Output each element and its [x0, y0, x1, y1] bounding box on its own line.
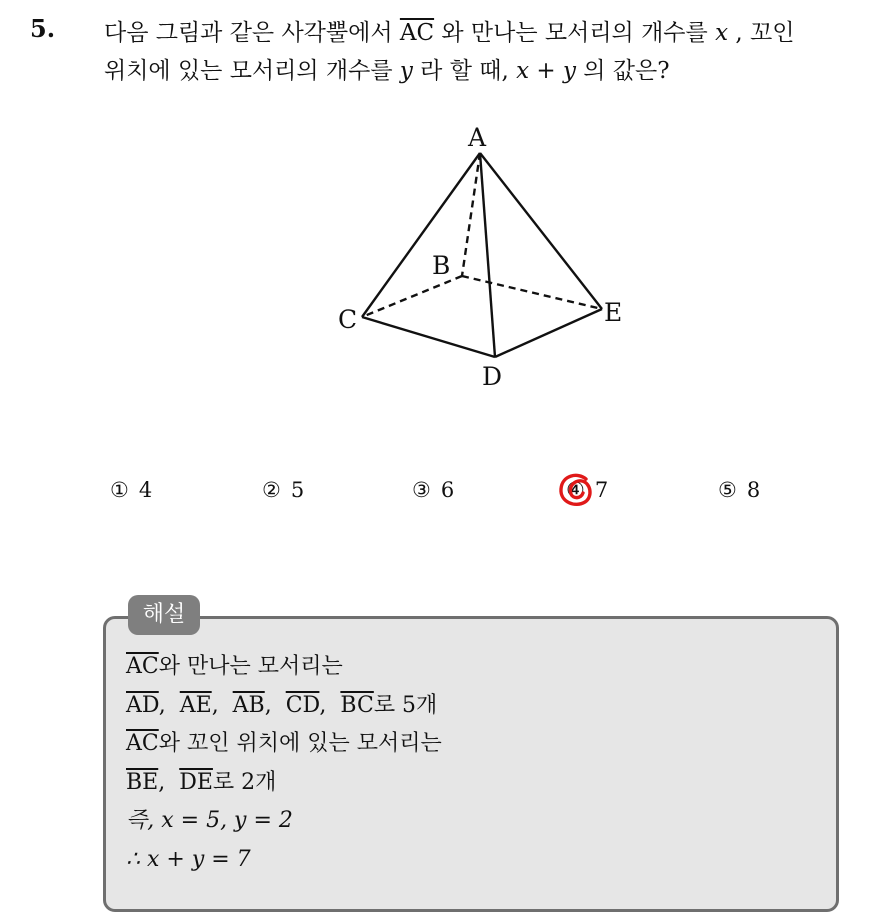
- segment-bc: $\overline{BC}$: [340, 692, 374, 718]
- segment-ac: $\overline{AC}$: [126, 731, 159, 756]
- question-text-2c: 의 값은?: [575, 58, 670, 84]
- choice-value: 5: [290, 478, 305, 502]
- choice-4[interactable]: [566, 478, 608, 502]
- question-number: 5.: [30, 14, 56, 43]
- choice-number: ④: [566, 478, 585, 502]
- solution-line-1: [126, 648, 442, 687]
- vertex-label-c: C: [338, 305, 358, 334]
- solution-line-2: $\overline{AD}$, $\overline{AE}$, $\overline{AB}$, $\overline{CD}$, $\overline{BC}$로 5개: [126, 692, 438, 718]
- variable-x: x: [715, 20, 729, 46]
- segment-ae: $\overline{AE}$: [179, 692, 212, 718]
- segment-be: $\overline{BE}$: [126, 769, 159, 795]
- pyramid-figure: [320, 118, 640, 398]
- solution-text: 와 꼬인 위치에 있는 모서리는: [158, 731, 442, 756]
- vertex-label-b: B: [432, 251, 451, 280]
- segment-ac: $\overline{AC}$: [399, 20, 435, 46]
- answer-choices: [110, 478, 810, 514]
- selected-answer-circle-icon: [556, 471, 596, 511]
- choice-value: 6: [440, 478, 455, 502]
- choice-value: 4: [138, 478, 153, 502]
- segment-ad: $\overline{AD}$: [126, 692, 159, 718]
- edge-cd: [362, 317, 495, 357]
- solution-line-3: [126, 725, 442, 764]
- question-text-2a: 위치에 있는 모서리의 개수를: [104, 58, 400, 84]
- solution-text: 로 5개: [373, 692, 438, 718]
- question-text: [104, 14, 874, 90]
- choice-value: 7: [594, 478, 609, 502]
- choice-number: ③: [412, 478, 431, 502]
- edge-ab: [462, 153, 480, 276]
- solution-text: 로 2개: [212, 769, 277, 795]
- edge-de: [495, 309, 602, 357]
- choice-number: ⑤: [718, 478, 737, 502]
- choice-value: 8: [746, 478, 761, 502]
- vertex-label-a: A: [468, 123, 487, 152]
- solution-line-6: ∴ x + y = 7: [126, 846, 251, 872]
- question-text-1c: , 꼬인: [728, 20, 795, 46]
- edge-ac: [362, 153, 480, 317]
- solution-title: 해설: [128, 595, 200, 635]
- choice-2[interactable]: [262, 478, 304, 502]
- choice-1[interactable]: [110, 478, 152, 502]
- choice-number: ②: [262, 478, 281, 502]
- segment-ab: $\overline{AB}$: [232, 692, 265, 718]
- variable-y: y: [399, 58, 413, 84]
- question-text-2b: 라 할 때,: [412, 58, 517, 84]
- segment-ac: $\overline{AC}$: [126, 654, 159, 679]
- choice-3[interactable]: [412, 478, 454, 502]
- segment-de: $\overline{DE}$: [179, 769, 213, 795]
- question-text-1b: 와 만나는 모서리의 개수를: [434, 20, 716, 46]
- vertex-label-e: E: [604, 298, 623, 327]
- edge-ad: [480, 153, 495, 357]
- segment-cd: $\overline{CD}$: [285, 692, 320, 718]
- solution-line-5: 즉, x = 5, y = 2: [126, 808, 293, 833]
- solution-text: 와 만나는 모서리는: [158, 654, 343, 679]
- choice-5[interactable]: [718, 478, 760, 502]
- choice-number: ①: [110, 478, 129, 502]
- solution-line-4: $\overline{BE}$, $\overline{DE}$로 2개: [126, 769, 277, 795]
- expression-x-plus-y: x + y: [516, 58, 576, 84]
- question-text-1a: 다음 그림과 같은 사각뿔에서: [104, 20, 400, 46]
- vertex-label-d: D: [482, 362, 503, 391]
- solution-content: [126, 648, 442, 879]
